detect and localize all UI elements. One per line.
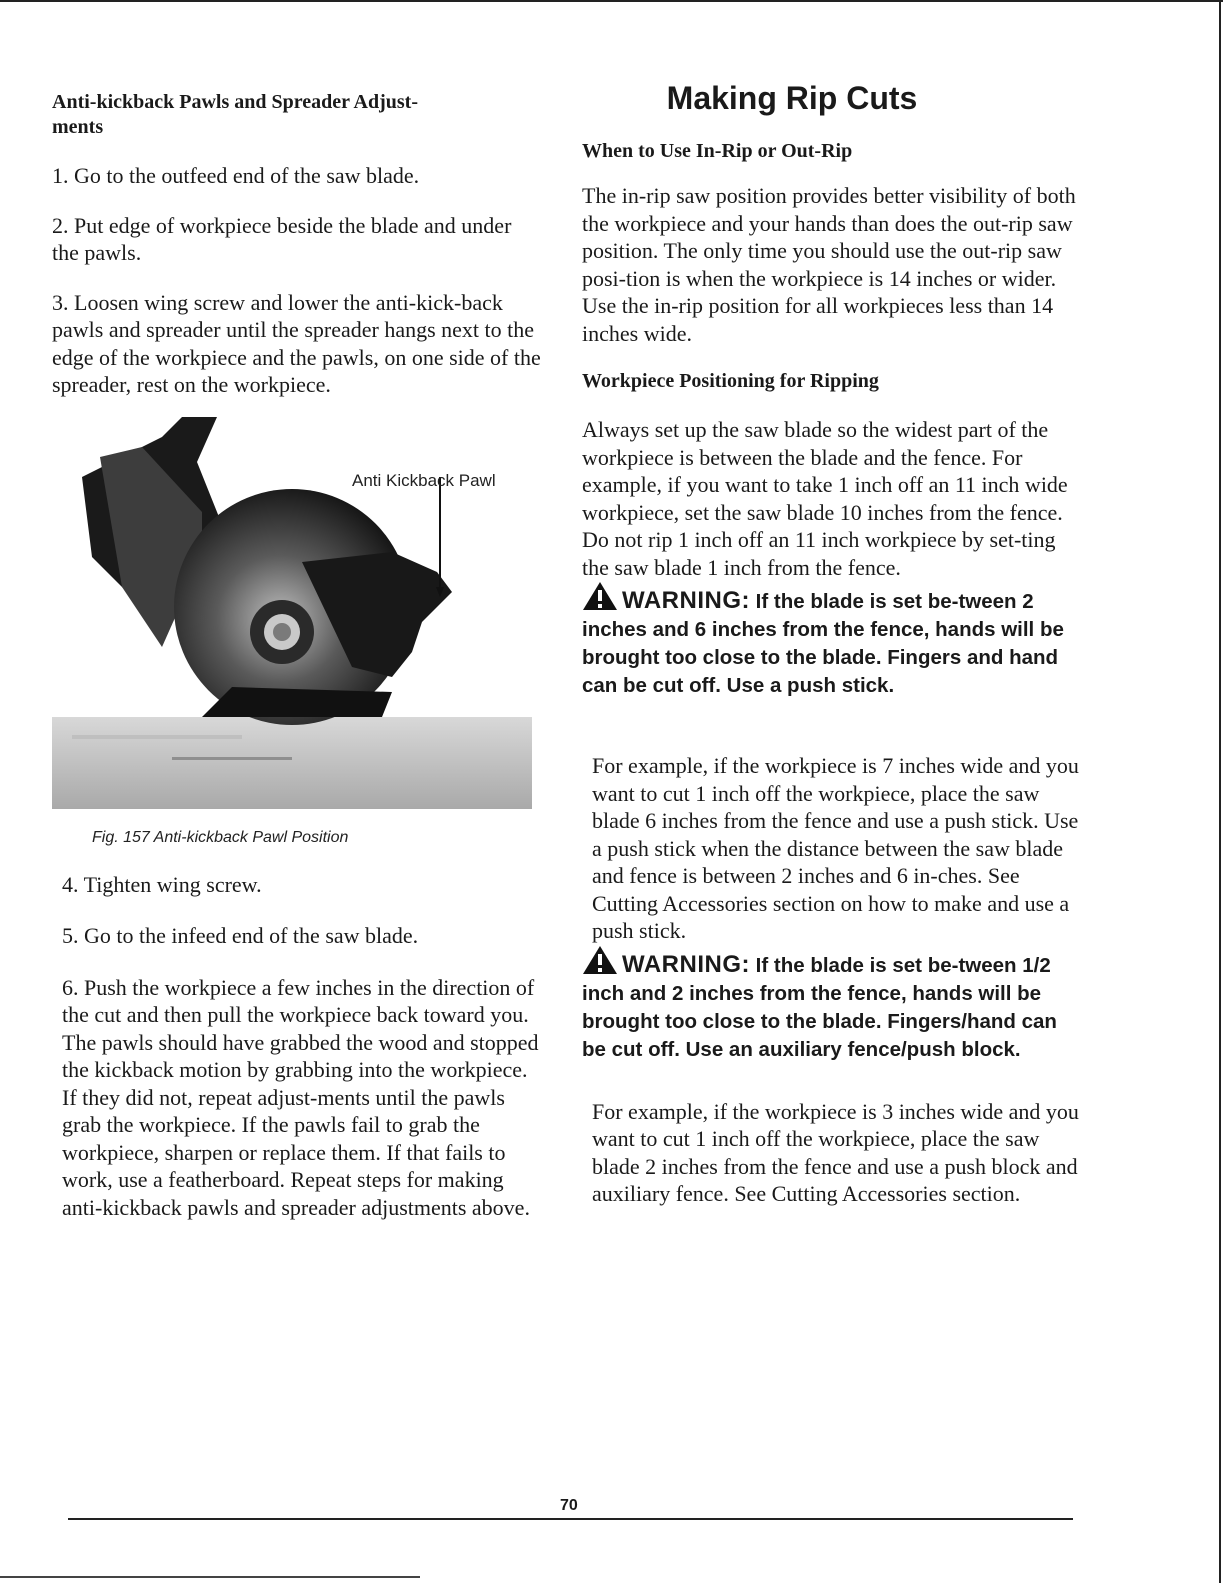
subheading-workpiece-positioning: Workpiece Positioning for Ripping xyxy=(582,370,879,392)
page-border-top xyxy=(0,0,1223,2)
page-border-bottom xyxy=(0,1576,420,1578)
step-5: 5. Go to the infeed end of the saw blade. xyxy=(62,923,419,948)
paragraph-push-block-example: For example, if the workpiece is 3 inches wide and you want to cut 1 inch off the workpiece, place the saw blade 2 inches from the fence and use a push block and auxiliary fence. See Cutting Accessories section. xyxy=(592,1098,1079,1206)
warning-text: If the blade is set be-tween 1/2 inch and 2 inches from the fence, hands will be brought too close to the blade. Fingers/hand can be cut off. Use an auxiliary fence/push block. xyxy=(582,953,1057,1061)
callout-anti-kickback-pawl: Anti Kickback Pawl xyxy=(352,470,496,490)
footer-rule xyxy=(68,1518,1073,1520)
page-border-right xyxy=(1219,0,1221,1583)
right-column xyxy=(582,80,1082,1208)
figure-anti-kickback-pawl xyxy=(52,417,532,817)
warning-label: WARNING: xyxy=(622,950,750,978)
step-2: 2. Put edge of workpiece beside the blade and under the pawls. xyxy=(52,212,512,265)
figure-caption: Fig. 157 Anti-kickback Pawl Position xyxy=(92,828,349,846)
warning-label: WARNING: xyxy=(622,587,750,614)
page-number: 70 xyxy=(560,1497,578,1514)
warning-push-stick xyxy=(582,581,1082,700)
step-1: 1. Go to the outfeed end of the saw blade. xyxy=(52,163,420,188)
paragraph-workpiece-positioning: Always set up the saw blade so the widest part of the workpiece is between the blade and the fence. For example, if you want to take 1 inch off an 11 inch wide workpiece, set the saw blade 10 inches from the fence. Do not rip 1 inch off an 11 inch workpiece by set-ting the saw blade 1 inch from the fence. xyxy=(582,417,1068,580)
paragraph-in-rip: The in-rip saw position provides better visibility of both the workpiece and your hands than does the out-rip saw position. The only time you should use the out-rip saw posi-tion is when the workpiece is 14 inches or wider. Use the in-rip position for all workpieces less than 14 inches wide. xyxy=(582,183,1076,346)
page-title: Making Rip Cuts xyxy=(666,80,918,116)
step-3: 3. Loosen wing screw and lower the anti-kick-back pawls and spreader until the spreader hangs next to the edge of the workpiece and the pawls, on one side of the spreader, rest on the workpiece. xyxy=(52,289,541,397)
warning-text: If the blade is set be-tween 2 inches and 6 inches from the fence, hands will be brought too close to the blade. Fingers and hand can be cut off. Use a push stick. xyxy=(582,590,1064,697)
step-4: 4. Tighten wing screw. xyxy=(62,871,262,897)
subheading-in-rip-out-rip: When to Use In-Rip or Out-Rip xyxy=(582,140,853,162)
warning-triangle-icon xyxy=(582,581,618,611)
section-heading-anti-kickback: Anti-kickback Pawls and Spreader Adjust- ments xyxy=(52,91,418,138)
warning-triangle-icon xyxy=(582,945,618,975)
warning-push-block xyxy=(582,945,1082,1064)
paragraph-push-stick-example: For example, if the workpiece is 7 inches wide and you want to cut 1 inch off the workpiece, place the saw blade 6 inches from the fence and use a push stick. Use a push stick when the distance between the saw blade and fence is between 2 inches and 6 in-ches. See Cutting Accessories section on how to make and use a push stick. xyxy=(592,753,1079,943)
left-column xyxy=(52,90,542,1221)
step-6: 6. Push the workpiece a few inches in the direction of the cut and then pull the workpiece back toward you. The pawls should have grabbed the wood and stopped the kickback motion by grabbing into the workpiece. If they did not, repeat adjust-ments until the pawls grab the workpiece. If the pawls fail to grab the workpiece, sharpen or replace them. If that fails to work, use a featherboard. Repeat steps for making anti-kickback pawls and spreader adjustments above. xyxy=(62,974,539,1220)
